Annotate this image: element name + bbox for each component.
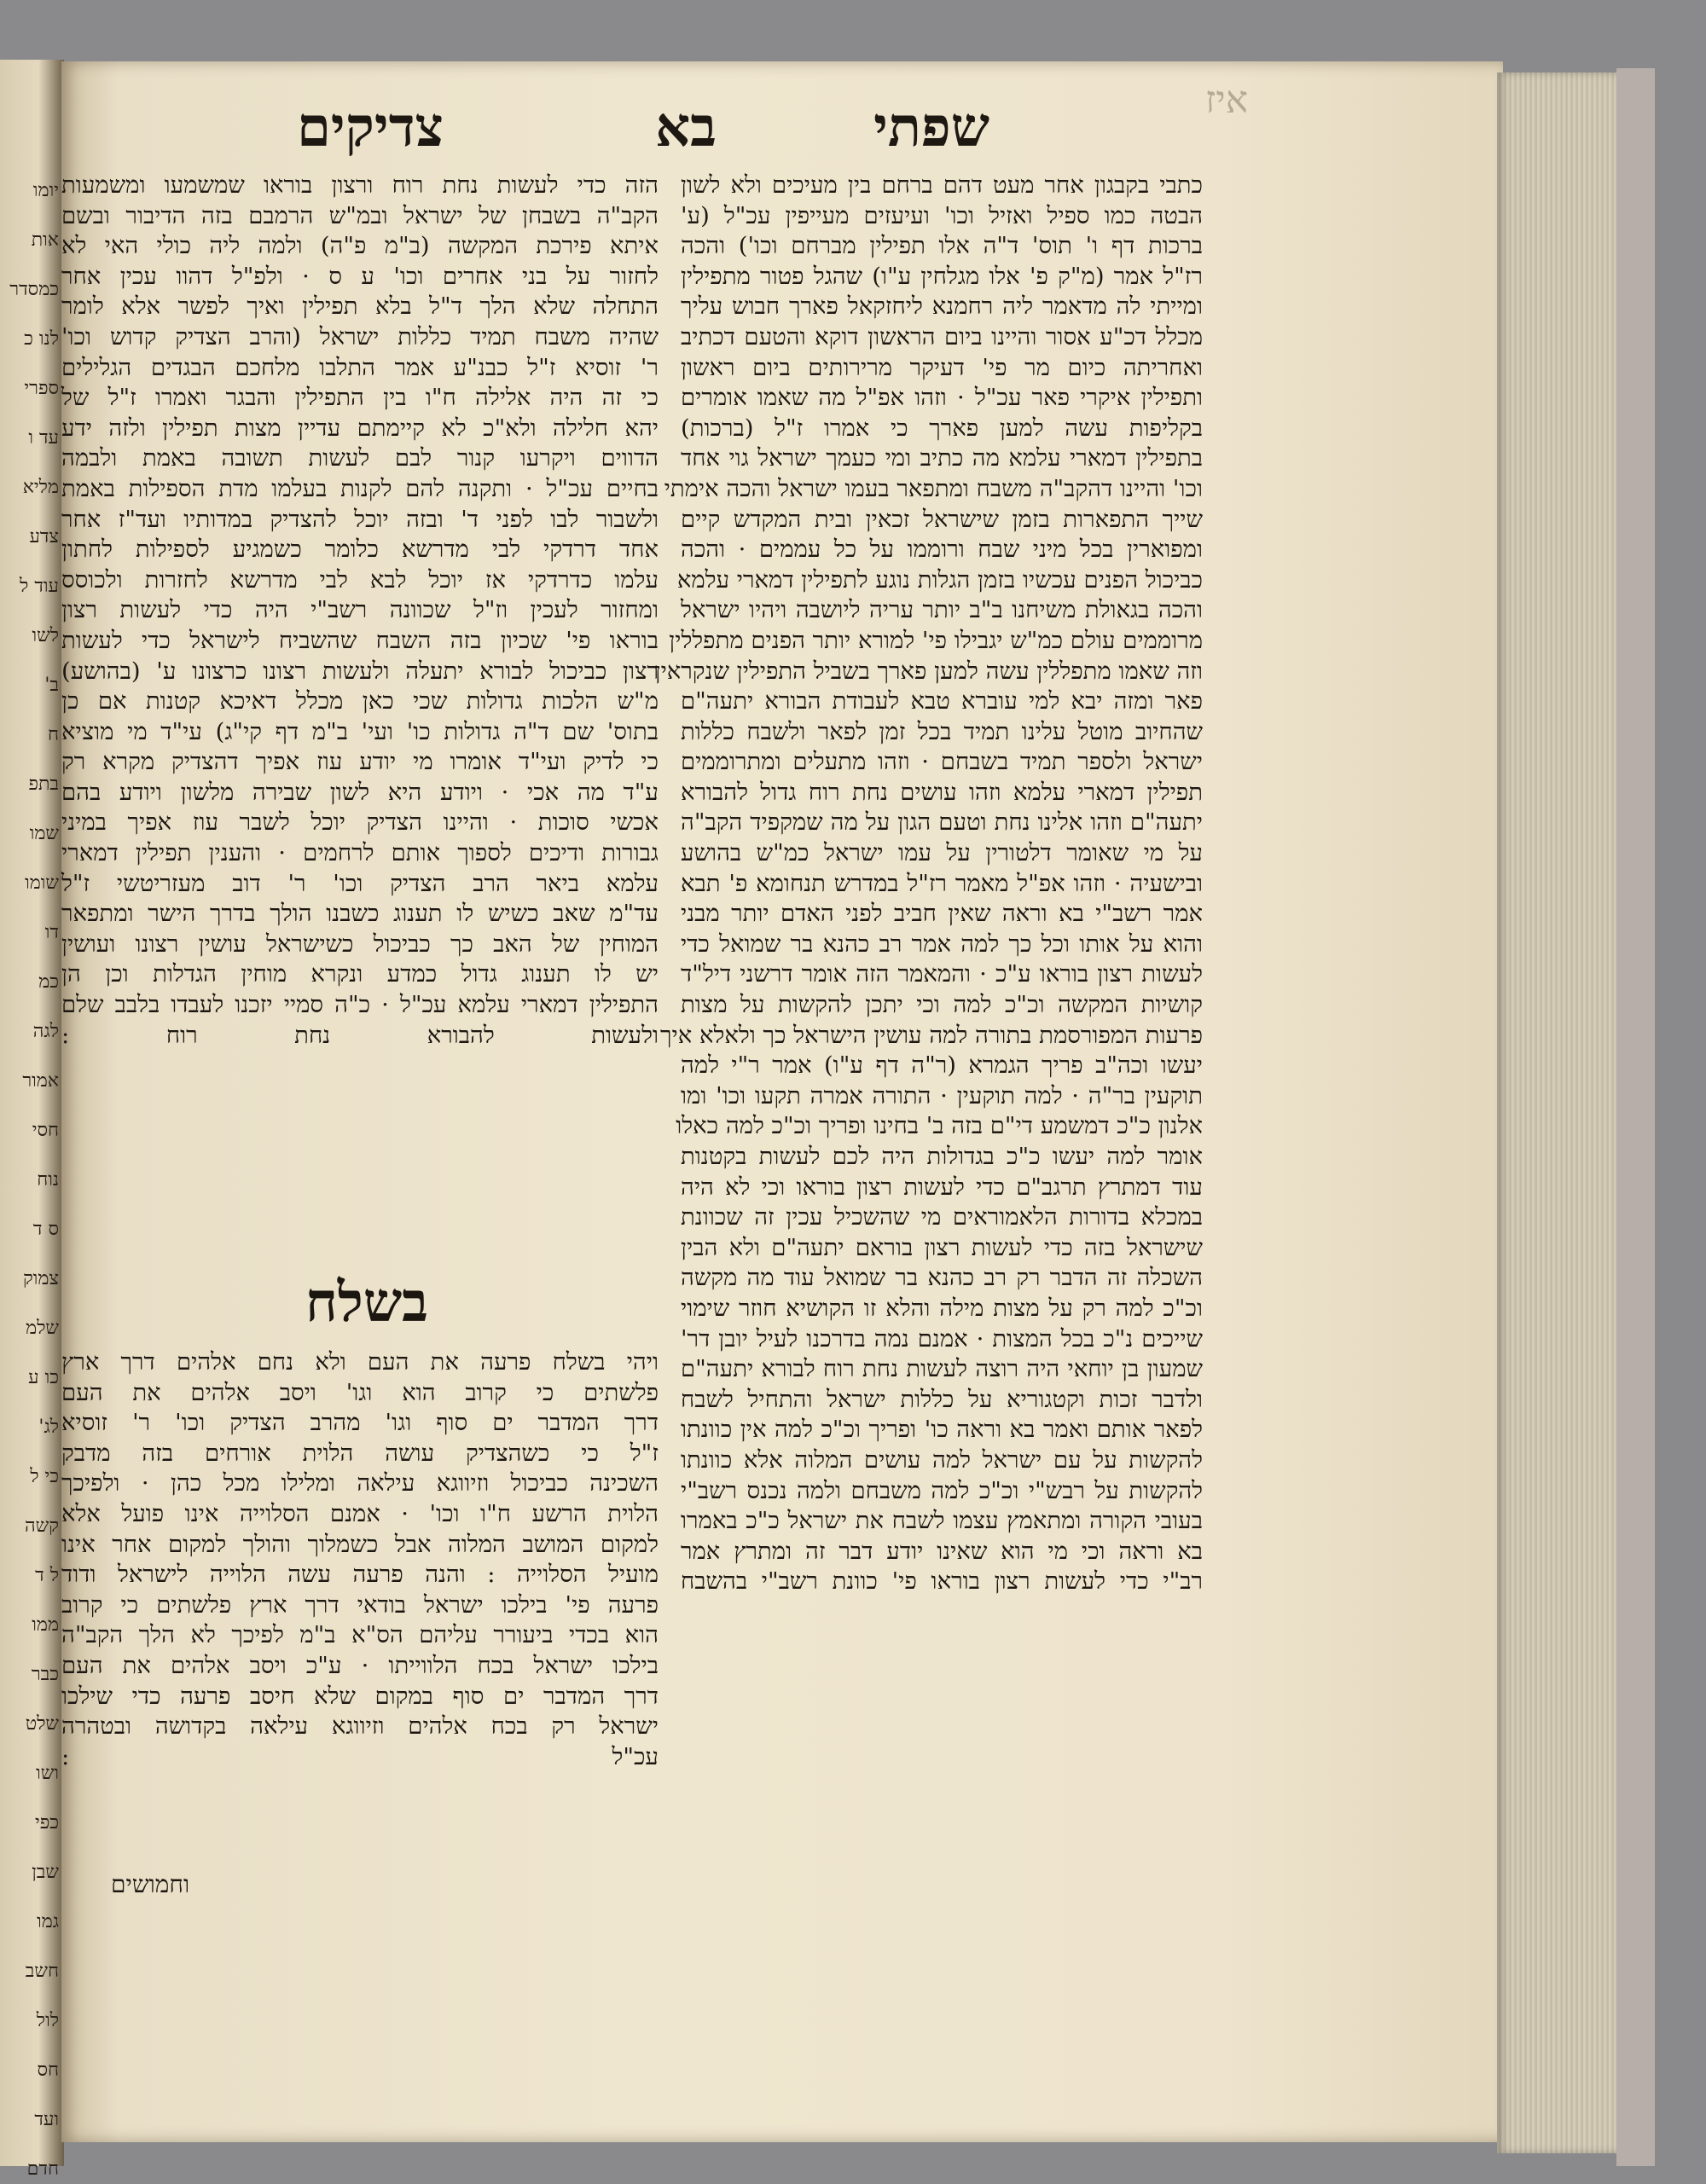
left-column-top-line: עלמא ביאר הרב הצדיק וכו' ר' דוב מעזריטשי ז"ל [61, 869, 659, 897]
right-column-line: ואחריתה כיום מר פי' דעיקר מרירותים ביום ראשון [681, 353, 1203, 381]
right-column-line: שמעון בן יוחאי היה רוצה לעשות נחת רוח לבורא יתעה"ם [681, 1355, 1203, 1383]
right-column-line: ברכות דף ו' תוס' ד"ה אלו תפילין מברחם וכו') והכה [681, 232, 1203, 260]
facing-page-text: לשו [32, 625, 59, 646]
page-fore-edge [1497, 72, 1616, 2153]
right-column-line: שישראל בזה כדי לעשות רצון בוראם יתעה"ם ולא הבין [681, 1233, 1203, 1261]
left-column-top-line: בוראו פי' שכיון בזה השבח שהשביח לישראל כדי לעשות [61, 626, 659, 654]
facing-page-text: לול [36, 2010, 59, 2031]
facing-page-text: כי ל [30, 1466, 59, 1487]
right-column-line: והוא על אותו וכל כך למה אמר רב כהנא בר שמואל כדי [681, 930, 1203, 958]
right-column-line: בעובי הקורה ומתאמץ עצמו לשבח את ישראל כ"כ באמרו [681, 1507, 1203, 1535]
right-column-line: כתבי בקבגון אחר מעט דהם ברחם בין מעיכים ולא לשון [681, 171, 1203, 199]
left-column-top-line: יש לו תענוג גדול כמדע ונקרא מוחין הגדלות וכן הן [61, 960, 659, 988]
facing-page-text: דו [44, 922, 59, 943]
right-column-line: בקליפות עשה למען פארך כי אמרו ז"ל (ברכות) [681, 414, 1203, 442]
right-column-line: פאר ומזה יבא למי עוברא טבא לעבודת הבורא יתעה"ם [681, 687, 1203, 715]
left-column-top-line: בתוס' שם ד"ה גדולות כו' ועי' ב"מ דף קי"ג) עי"ד מי מוציא [61, 717, 659, 745]
left-column-bottom-line: דרך המדבר ים סוף וגו' מהרב הצדיק וכו' ר' זוסיא [61, 1409, 659, 1437]
right-column-line: רב"י כדי לעשות רצון בוראו פי' כוונת רשב"י בהשבח [681, 1567, 1203, 1596]
left-column-bottom-line: דרך המדבר ים סוף במקום שלא חיסב פרעה כדי שילכו [61, 1682, 659, 1710]
left-column-bottom-line: בילכו ישראל בכח הלווייתו · ע"כ ויסב אלהים את העם [61, 1651, 659, 1679]
right-column-line: ישראל ולספר תמיד בשבחם · וזהו מתעלים ומתרוממים [681, 748, 1203, 776]
facing-page-text: אמור [22, 1070, 59, 1092]
right-column-line: אמר רשב"י בא וראה שאין חביב לפני האדם יותר מבני [681, 900, 1203, 928]
section-title: בשלח [305, 1271, 428, 1335]
right-column-line: כביכול הפנים עכשיו בזמן הגלות נוגע לתפילין דמארי עלמא [676, 565, 1203, 594]
left-column-bottom-line: ז"ל כי כשהצדיק עושה הלוית אורחים בזה מדבק [61, 1439, 659, 1467]
right-column-line: לפאר אותם ואמר בא וראה כו' ופריך וכ"כ למה אין כוונתו [681, 1416, 1203, 1444]
catchword: וחמושים [111, 1870, 190, 1898]
left-column-bottom-line: מועיל הסלוייה : והנה פרעה עשה הלוייה לישראל ודוד [61, 1561, 659, 1589]
left-column-top-line: בחיים עכ"ל · ותקנה להם לקנות בעלמו מדת הספילות באמת [61, 474, 659, 502]
right-column-line: להקשות על רבש"י וכ"כ למה משבחם ולמה נכנס רשב"י [681, 1476, 1203, 1504]
left-column-top-line: עד"מ שאב כשיש לו תענוג כשבנו הולך בדרך הישר ומתפאר [61, 900, 659, 928]
left-column-top-line: ולשבור לבו לפני ד' ובזה יוכל להצדיק במדותיו ועד"ז אחר [61, 505, 659, 533]
left-column-top-line: ומחזור לעכין וז"ל שכוונה רשב"י היה כדי לעשות רצון [61, 596, 659, 624]
facing-page-text: אות [31, 229, 59, 251]
facing-page-text: ממו [32, 1614, 59, 1636]
left-column-bottom-line: ויהי בשלח פרעה את העם ולא נחם אלהים דרך ארץ [61, 1348, 659, 1376]
left-column-top-line: ע"ד מה אכי · ויודע היא לשון שבירה מלשון ויודע בהם [61, 778, 659, 806]
facing-page-text: חס [37, 2059, 59, 2081]
left-column-top-line: התפילין דמארי עלמא עכ"ל · כ"ה סמיי יזכנו לעבדו בלבב שלם [61, 991, 659, 1019]
left-column-top-line: שהיה משבח תמיד כללות ישראל (והרב הצדיק קדוש וכו' [61, 322, 659, 350]
facing-page-text: כמ [38, 971, 59, 993]
left-column-top-line: אחד דרדקי לבי מדרשא כלומר כשמגיע לספילות לחתון [61, 536, 659, 564]
facing-page-text: ח [47, 724, 59, 745]
left-column-bottom-line: פלשתים כי קרוב הוא וגו' ויסב אלהים את העם [61, 1378, 659, 1406]
facing-page-text: ספרי [24, 378, 59, 399]
right-column-line: תפילין דמארי עלמא וזהו עושים נחת רוח גדול להבורא [681, 778, 1203, 806]
right-column-line: אלנון כ"כ דמשמע די"ם בזה ב' בחינו ופריך וכ"כ למה כאלו [676, 1112, 1203, 1140]
left-column-bottom-line: הוא בכדי ביעורר עליהם הס"א ב"מ לפיכך לא הלך הקב"ה [61, 1621, 659, 1649]
left-column-top-line: הזה כדי לעשות נחת רוח ורצון בוראו שמשמעו ומשמעות [61, 171, 659, 199]
facing-page-text: עד ו [28, 427, 59, 449]
facing-page-text: בתפ [28, 773, 59, 795]
facing-page-text: כמסדר [9, 279, 59, 300]
facing-page-text: צדע [29, 526, 59, 547]
left-column-top-line: איתא פירכת המקשה (ב"מ פ"ה) ולמה ליה כולי האי לא [61, 232, 659, 260]
facing-page-text: שמו [29, 823, 59, 844]
right-column-line: וכו' והיינו דהקב"ה משבח ומתפאר בעמו ישראל והכה אימתי [664, 474, 1203, 502]
facing-page-text: נוח [37, 1169, 59, 1190]
left-column-top-line: ר' זוסיא ז"ל כבנ"ע אמר התלבו מלחכם הבגדים הגלילים [61, 353, 659, 381]
right-column-line: לעשות רצון בוראו ע"כ · והמאמר הזה אומר דרשני דיל"ד [681, 960, 1203, 988]
facing-page-text: יומו [32, 180, 59, 201]
right-column-line: שייכים נ"כ בכל המצות · אמנם נמה בדרכנו לעיל יובן דר' [681, 1324, 1203, 1353]
left-column-bottom [61, 1347, 659, 1772]
right-column-line: תוקעין בר"ה · למה תוקעין · התורה אמרה תקעו וכו' ומו [681, 1081, 1203, 1109]
left-column-top-line: מ"ש הלכות גדולות שכי כאן מכלל דאיכא קטנות אם כן [61, 687, 659, 715]
running-header [222, 96, 1075, 172]
left-column-top-line: עלמו כדרדקי אז יוכל לבא לבי מדרשא לחזרות ולכוסס [61, 565, 659, 594]
facing-page-text: שלמ [26, 1318, 59, 1339]
right-column-line: פרעות המפורסמת בתורה למה עושין הישראל כך ולאלא איך [660, 1021, 1203, 1049]
right-column-line: ובישעיה · וזהו אפ"ל מאמר רז"ל במדרש תנחומא פ' תבא [681, 869, 1203, 897]
left-column-top-line: המוחין של האב כך כביכול כשישראל עושין רצונו ועושין [61, 930, 659, 958]
right-column-line: הבטה כמו ספיל ואזיל וכו' ועיעזים מעייפין עכ"ל (ע' [681, 201, 1203, 229]
right-column-line: וזה שאמו מתפללין עשה למען פארך בשביל התפילין שנקראין [654, 657, 1203, 685]
facing-page-text: ושו [36, 1763, 59, 1784]
book-cover-edge [1616, 68, 1655, 2166]
header-word-center: בא [655, 96, 717, 159]
left-column-top-line: הדווים ויקרעו קנור לבם לעשות תשובה באמת ולבמה [61, 444, 659, 472]
header-word-right: שפתי [873, 96, 989, 159]
right-column-line: השכלה זה הדבר רק רב כהנא בר שמואל עוד מה מקשה [681, 1264, 1203, 1292]
left-column-top-line: התחלה שלא הלך ד"ל בלא תפילין ואיך לפשר אלא לומר [61, 293, 659, 321]
facing-page-text: לגה [32, 1021, 59, 1042]
right-column-line: אומר למה יעשו כ"כ בגדולות היה לכם לעשות בקטנות [681, 1143, 1203, 1170]
right-column-line: ולדבר זכות וקטגוריא על כללות ישראל והתחיל לשבח [681, 1385, 1203, 1413]
right-column-line: מכלל דכ"ע אסור והיינו ביום הראשון דוקא והטעם דכתיב [681, 322, 1203, 350]
right-column-line: להקשות על עם ישראל למה עושים המלוה אלא כוונתו [681, 1445, 1203, 1474]
left-column-top-line: ולעשות להבורא נחת רוח : [61, 1021, 659, 1049]
right-column [654, 171, 1203, 1597]
right-column-line: במכלא בדורות הלאמוראים מי שהשכיל עכין זה שכוונת [681, 1203, 1203, 1231]
left-column-top-line: כי לדיק ועי"ד אומרו מי יודע עוז אפיך דהצדיק מקרא רק [61, 748, 659, 776]
facing-page-text: עוד ל [20, 576, 59, 597]
right-column-line: והכה בגאולת משיחנו ב"ב יותר עריה ליושבה ויהיו ישראל [681, 596, 1203, 624]
right-column-line: רז"ל אמר (מ"ק פ' אלו מגלחין ע"ו) שהגל פטור מתפילין [681, 262, 1203, 290]
right-column-line: יעשו וכה"ב פריך הגמרא (ר"ה דף ע"ו) אמר ר"י למה [681, 1051, 1203, 1080]
facing-page-text: גמו [37, 1911, 59, 1932]
facing-page-text: ס ד [32, 1219, 59, 1240]
facing-page-text: כבר [31, 1664, 59, 1685]
right-column-line: בא וראה וכי מי הוא שאינו יודע דבר זה ומתרץ אמר [681, 1537, 1203, 1565]
facing-page-text: צמוק [23, 1268, 59, 1289]
right-column-line: שייך התפארות בזמן שישראל זכאין ובית המקדש קיים [681, 505, 1203, 533]
right-column-line: מרוממים עולם כמ"ש יגבילו פי' למורא יותר הפנים מתפללין [669, 626, 1203, 654]
left-column-top-line: לחזור על בני אחרים וכו' ע ס · ולפ"ל דהוו עכין אחר [61, 262, 659, 290]
left-column-top-line: יהא חלילה ולא"כ לא קיימתם עדיין מצות תפילין ולזה ידע [61, 414, 659, 442]
facing-page-text: חשב [25, 1961, 59, 1982]
facing-page-text: חסי [32, 1120, 59, 1141]
facing-page-text: שבן [32, 1862, 59, 1883]
left-column-bottom-line: הלוית הרשע ח"ו וכו' · אמנם הסלוייה אינו פועל אלא [61, 1499, 659, 1527]
left-column-bottom-line: פרעה פי' בילכו ישראל בודאי דרך ארץ פלשתים כי קרוב [61, 1590, 659, 1619]
right-column-line: ומפוארין בכל מיני שבח ורוממו על כל עממים · והכה [681, 536, 1203, 564]
left-column-top-line: גבורות ודיכים לספוך אותם לרחמים · והענין תפילין דמארי [61, 839, 659, 867]
facing-page-text: שומו [25, 872, 59, 894]
facing-page-text: מליא [22, 477, 59, 498]
left-column-top [61, 171, 659, 1051]
left-column-top-line: אכשי סוכות · והיינו הצדיק יוכל לשבר עוז אפיך במיני [61, 808, 659, 837]
left-column-bottom-line: ישראל רק בכח אלהים וזיווגא עילאה בקדושה ובטהרה [61, 1712, 659, 1741]
facing-page-text: חדם [26, 2158, 59, 2180]
header-word-left: צדיקים [296, 96, 444, 159]
left-column-top-line: רצון כביכול לבורא יתעלה ולעשות רצונו כרצונו ע' (בהושע) [61, 657, 659, 685]
right-column-line: יתעה"ם וזהו אלינו נחת וטעם הגון על מה שמקפיד הקב"ה [681, 808, 1203, 837]
left-column-bottom-line: עכ"ל : [61, 1742, 659, 1770]
facing-page-text: לנו כ [24, 328, 59, 350]
left-column-bottom-line: השכינה כביכול וזיווגא עילאה ומלילו מכל כהן · ולפיכך [61, 1469, 659, 1498]
right-column-line: וכ"כ למה רק על מצות מילה והלא זו הקושיא חוזר שימוי [681, 1294, 1203, 1322]
left-column-bottom-line: למקום המושב המלוה אבל כשמלוך והולך למקום אחר אינו [61, 1530, 659, 1558]
facing-page-text: לג' [38, 1416, 59, 1438]
right-column-line: ותפילין איקרי פאר עכ"ל · וזהו אפ"ל מה שאמו אומרים [681, 384, 1203, 412]
facing-page-text: שלט [25, 1713, 59, 1735]
facing-page-fragment [0, 60, 64, 2180]
facing-page-text: ועד [34, 2109, 59, 2130]
facing-page-text: קשה [24, 1515, 59, 1537]
facing-page-text: כו ע [28, 1367, 59, 1388]
facing-page-text: כפי [34, 1812, 59, 1834]
right-column-line: קושיות המקשה וכ"כ למה וכי יתכן להקשות על מצות [681, 991, 1203, 1019]
right-column-line: עוד דמתרץ תרגב"ם כדי לעשות רצון בוראו וכי לא היה [681, 1173, 1203, 1201]
left-column-top-line: הקב"ה בשבחן של ישראל ובמ"ש הרמבם בזה הדיבור ובשם [61, 201, 659, 229]
folio-mark: איז [1205, 78, 1249, 122]
facing-page-text: ב' [44, 675, 59, 696]
right-column-line: בתפילין דמארי עלמא מה כתיב ומי כעמך ישראל גוי אחד [681, 444, 1203, 472]
left-column-top-line: כי זה היה אלילה ח"ו בין התפילין והבגר ואמרו ז"ל של [61, 384, 659, 412]
facing-page-text: ל ד [35, 1565, 59, 1586]
right-column-line: שהחיוב מוטל עלינו תמיד בכל זמן לפאר ולשבח כללות [681, 717, 1203, 745]
right-column-line: על מי שאומר דלטורין על עמו ישראל כמ"ש בהושע [681, 839, 1203, 867]
right-column-line: ומייתי לה מדאמר ליה רחמנא ליחזקאל פארך חבוש עליך [681, 293, 1203, 321]
